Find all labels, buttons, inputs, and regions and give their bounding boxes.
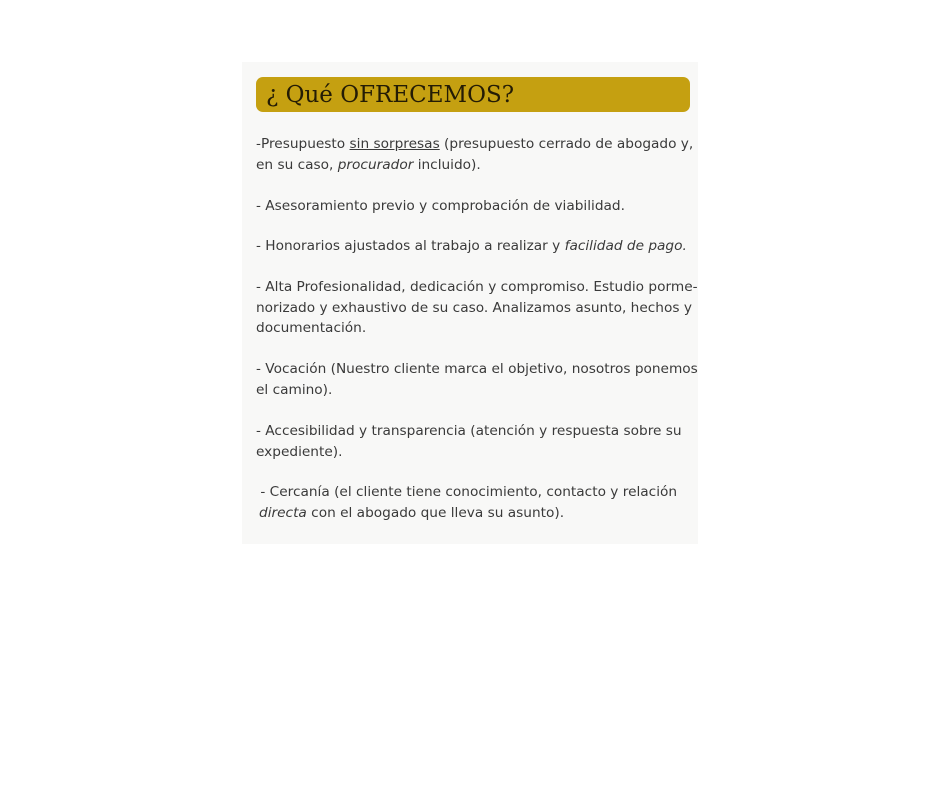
text-run: en su caso, xyxy=(256,156,338,173)
item-line xyxy=(256,155,698,176)
italic-text: directa xyxy=(259,504,307,521)
item-line xyxy=(256,359,698,380)
underlined-text: sin sorpresas xyxy=(349,136,440,152)
offer-item-presupuesto xyxy=(256,134,698,175)
text-run: - Asesoramiento previo y comprobación de viabilidad. xyxy=(256,198,625,214)
item-line xyxy=(256,196,698,217)
italic-text: facilidad de pago. xyxy=(564,238,687,254)
text-run: documentación. xyxy=(256,320,367,336)
text-run: norizado y exhaustivo de su caso. Analizamos asunto, hechos y xyxy=(256,299,692,316)
text-run: - Alta Profesionalidad, dedicación y compromiso. Estudio porme- xyxy=(256,279,698,295)
offer-item-vocacion xyxy=(256,359,698,400)
offer-item-asesoramiento xyxy=(256,196,698,217)
page-title: ¿ Qué OFRECEMOS? xyxy=(266,81,515,108)
text-run: (presupuesto cerrado de abogado y, xyxy=(439,136,694,152)
offer-item-profesionalidad xyxy=(256,277,698,339)
title-banner xyxy=(256,77,690,112)
italic-text: procurador xyxy=(337,156,414,173)
offer-item-honorarios xyxy=(256,236,698,257)
item-line xyxy=(256,134,698,155)
offer-item-accesibilidad xyxy=(256,421,698,462)
text-run: - Honorarios ajustados al trabajo a realizar y xyxy=(256,238,565,254)
text-run: -Presupuesto xyxy=(256,136,350,152)
text-run: - Vocación (Nuestro cliente marca el objetivo, nosotros ponemos xyxy=(256,361,698,377)
item-line xyxy=(256,318,698,339)
text-run: el camino). xyxy=(256,381,333,398)
text-run: expediente). xyxy=(256,443,343,460)
item-line xyxy=(256,442,698,463)
item-line xyxy=(256,421,698,442)
item-line xyxy=(256,482,698,503)
item-line xyxy=(256,298,698,319)
text-run: - Cercanía (el cliente tiene conocimiento, contacto y relación xyxy=(256,484,678,500)
text-run: incluido). xyxy=(413,156,481,173)
item-line xyxy=(256,236,698,257)
item-line xyxy=(256,277,698,298)
offer-item-cercania xyxy=(256,482,698,523)
item-line xyxy=(256,380,698,401)
text-run: con el abogado que lleva su asunto). xyxy=(306,504,565,521)
item-line xyxy=(256,503,698,524)
text-run: - Accesibilidad y transparencia (atención y respuesta sobre su xyxy=(256,423,682,439)
